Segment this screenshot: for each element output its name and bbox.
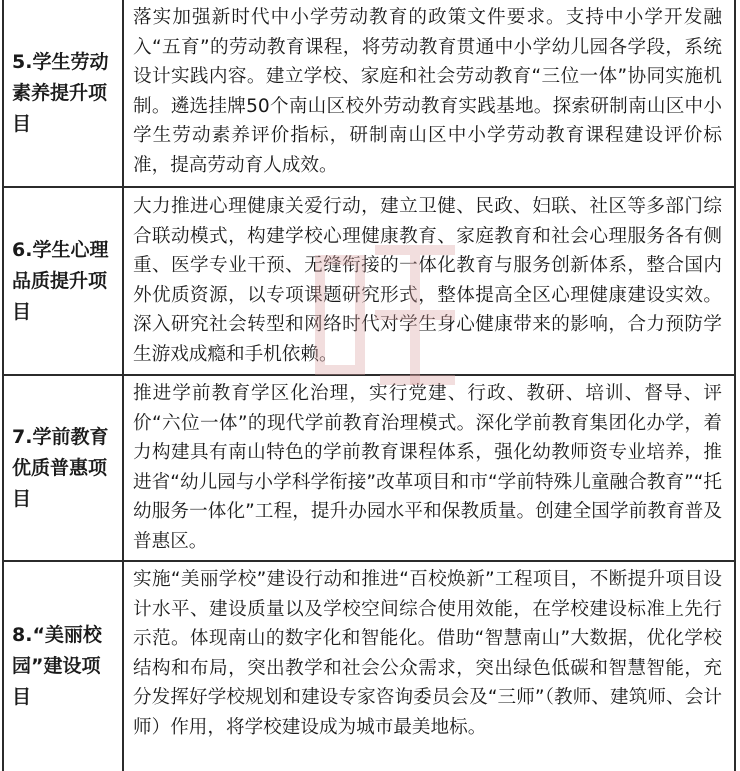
table-row — [4, 0, 734, 188]
project-content-cell — [124, 188, 734, 374]
project-name: 8.“美丽校园”建设项目 — [12, 624, 102, 708]
project-name-cell — [4, 562, 124, 771]
table-row — [4, 188, 734, 376]
project-name: 6.学生心理品质提升项目 — [12, 238, 109, 323]
table-row — [4, 562, 734, 771]
project-content-cell — [124, 0, 734, 186]
project-table — [2, 0, 736, 771]
project-description: 推进学前教育学区化治理，实行党建、行政、教研、培训、督导、评价“六位一体”的现代学前教育治理模式。深化学前教育集团化办学，着力构建具有南山特色的学前教育课程体系，强化幼教师资专业培养，推进省“幼儿园与小学科学衔接”改革项目和市“学前特殊儿童融合教育”“托幼服务一体化”工程，提升办园水平和保教质量。创建全国学前教育普及普惠区。 — [133, 383, 722, 552]
table-row — [4, 376, 734, 562]
project-name: 5.学生劳动素养提升项目 — [12, 50, 109, 135]
project-description: 大力推进心理健康关爱行动，建立卫健、民政、妇联、社区等多部门综合联动模式，构建学校心理健康教育、家庭教育和社会心理服务各有侧重、医学专业干预、无缝衔接的一体化教育与服务创新体系，整合国内外优质资源，以专项课题研究形式，整体提高全区心理健康建设实效。深入研究社会转型和网络时代对学生身心健康带来的影响，合力预防学生游戏成瘾和手机依赖。 — [133, 196, 722, 365]
project-content-cell — [124, 376, 734, 560]
project-name: 7.学前教育优质普惠项目 — [12, 425, 109, 510]
project-description: 落实加强新时代中小学劳动教育的政策文件要求。支持中小学开发融入“五育”的劳动教育课程，将劳动教育贯通中小学幼儿园各学段，系统设计实践内容。建立学校、家庭和社会劳动教育“三位一体”协同实施机制。遴选挂牌50个南山区校外劳动教育实践基地。探索研制南山区中小学生劳动素养评价指标，研制南山区中小学劳动教育课程建设评价标准，提高劳动育人成效。 — [133, 7, 722, 176]
project-name-cell — [4, 0, 124, 186]
project-description: 实施“美丽学校”建设行动和推进“百校焕新”工程项目，不断提升项目设计水平、建设质量以及学校空间综合使用效能，在学校建设标准上先行示范。体现南山的数字化和智能化。借助“智慧南山”大数据，优化学校结构和布局，突出教学和社会公众需求，突出绿色低碳和智慧智能，充分发挥好学校规划和建设专家咨询委员会及“三师”（教师、建筑师、会计师）作用，将学校建设成为城市最美地标。 — [133, 569, 722, 738]
project-name-cell — [4, 376, 124, 560]
project-name-cell — [4, 188, 124, 374]
project-content-cell — [124, 562, 734, 771]
